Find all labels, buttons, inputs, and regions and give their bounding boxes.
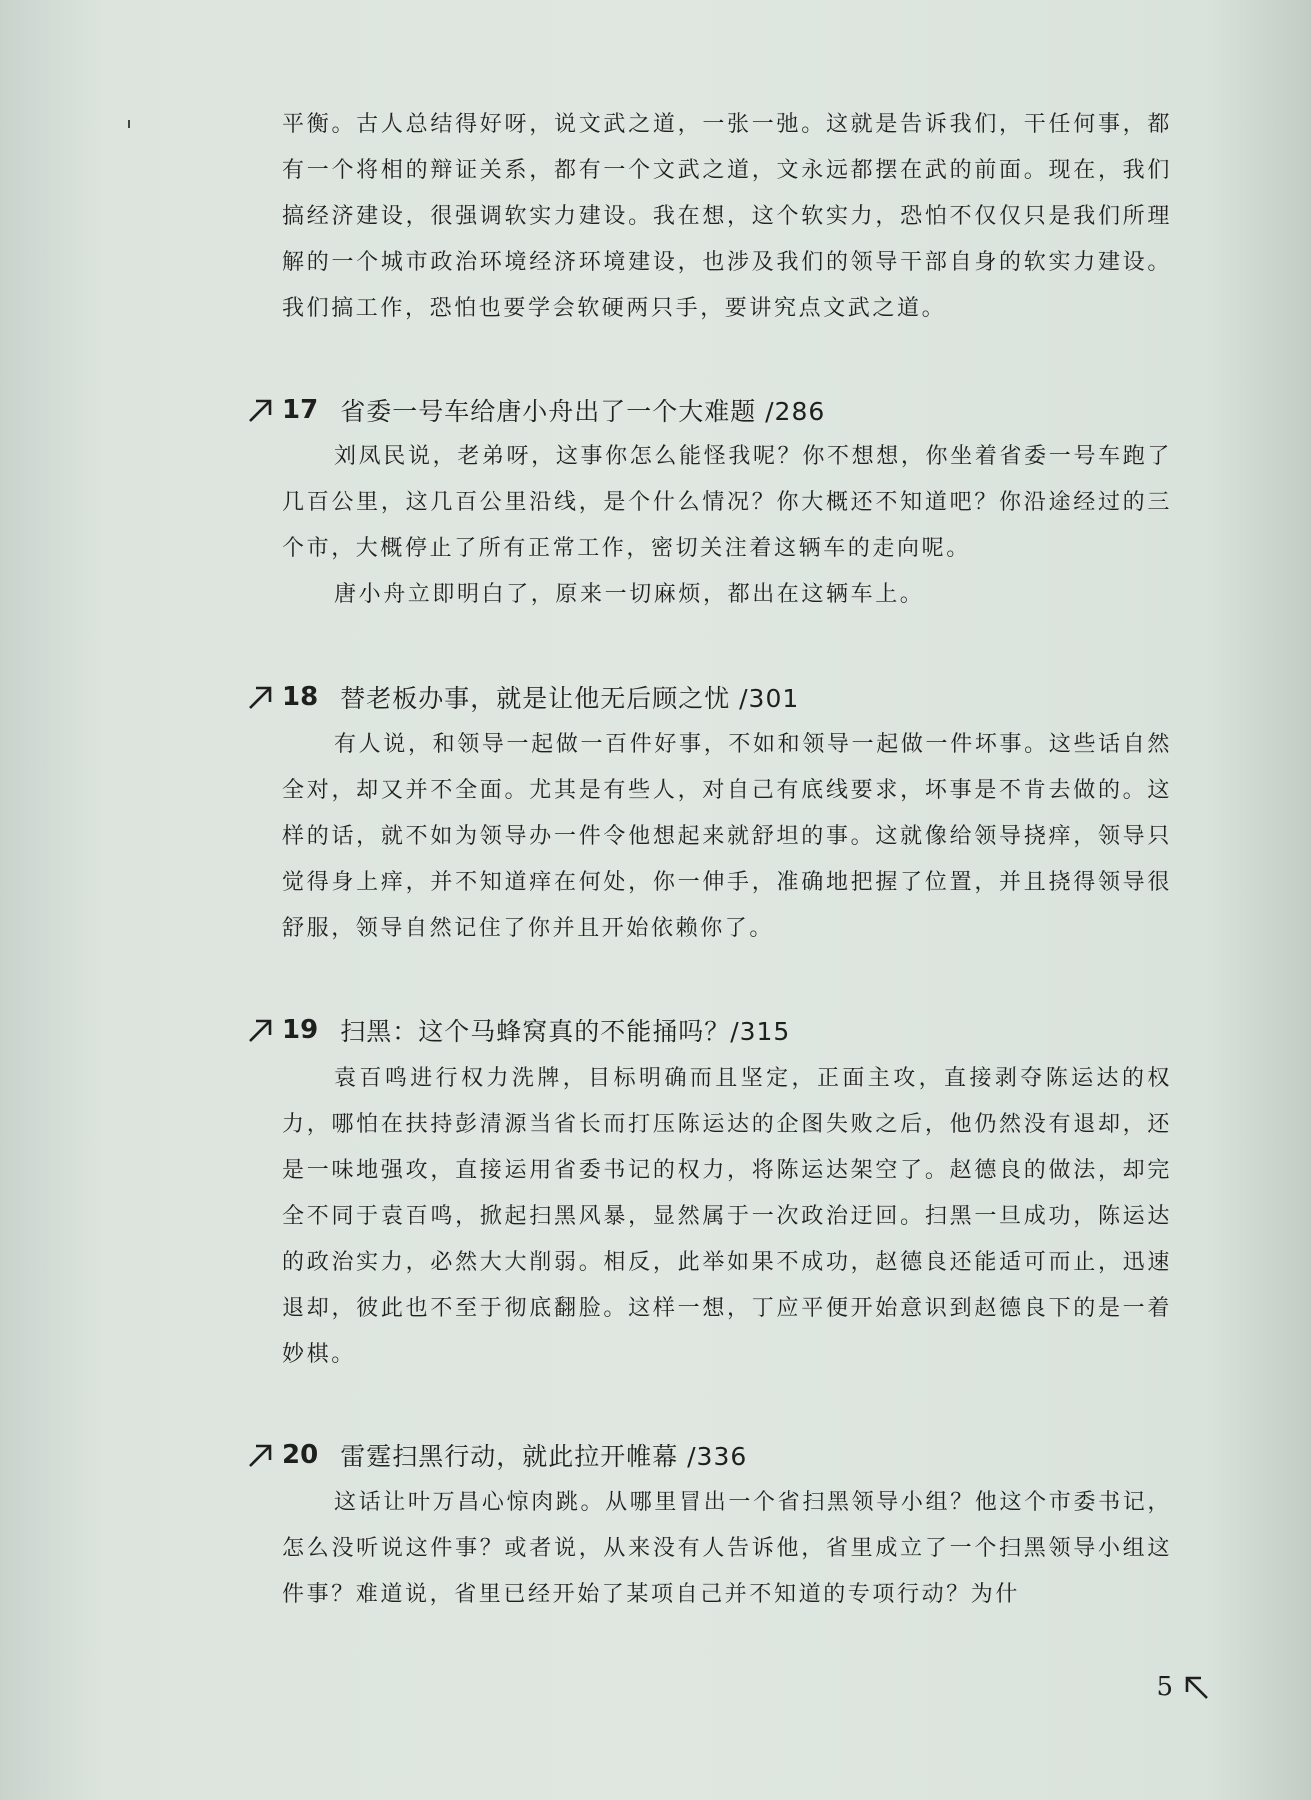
section-number: 18	[282, 682, 319, 712]
section-number: 19	[282, 1015, 319, 1045]
section-paragraph: 刘凤民说，老弟呀，这事你怎么能怪我呢？你不想想，你坐着省委一号车跑了几百公里，这几百公里沿线，是个什么情况？你大概还不知道吧？你沿途经过的三个市，大概停止了所有正常工作，密切关注着这辆车的走向呢。	[282, 444, 1172, 561]
section-heading-20	[246, 1435, 747, 1475]
section-body-20	[282, 1480, 1172, 1618]
section-heading-17	[246, 390, 825, 430]
section-paragraph: 这话让叶万昌心惊肉跳。从哪里冒出一个省扫黑领导小组？他这个市委书记，怎么没听说这件事？或者说，从来没有人告诉他，省里成立了一个扫黑领导小组这件事？难道说，省里已经开始了某项自己并不知道的专项行动？为什	[282, 1490, 1172, 1607]
section-body-17	[282, 434, 1172, 618]
section-paragraph: 袁百鸣进行权力洗牌，目标明确而且坚定，正面主攻，直接剥夺陈运达的权力，哪怕在扶持彭清源当省长而打压陈运达的企图失败之后，他仍然没有退却，还是一味地强攻，直接运用省委书记的权力，将陈运达架空了。赵德良的做法，却完全不同于袁百鸣，掀起扫黑风暴，显然属于一次政治迂回。扫黑一旦成功，陈运达的政治实力，必然大大削弱。相反，此举如果不成功，赵德良还能适可而止，迅速退却，彼此也不至于彻底翻脸。这样一想，丁应平便开始意识到赵德良下的是一着妙棋。	[282, 1066, 1172, 1367]
section-title: 省委一号车给唐小舟出了一个大难题 /286	[340, 397, 826, 426]
arrow-up-right-icon	[246, 1441, 274, 1469]
section-paragraph: 唐小舟立即明白了，原来一切麻烦，都出在这辆车上。	[334, 582, 925, 607]
section-body-19	[282, 1056, 1172, 1378]
intro-block	[282, 102, 1172, 332]
margin-mark	[128, 120, 130, 128]
arrow-up-left-icon	[1183, 1673, 1211, 1701]
section-paragraph: 有人说，和领导一起做一百件好事，不如和领导一起做一件坏事。这些话自然全对，却又并不全面。尤其是有些人，对自己有底线要求，坏事是不肯去做的。这样的话，就不如为领导办一件令他想起来就舒坦的事。这就像给领导挠痒，领导只觉得身上痒，并不知道痒在何处，你一伸手，准确地把握了位置，并且挠得领导很舒服，领导自然记住了你并且开始依赖你了。	[282, 732, 1172, 941]
arrow-up-right-icon	[246, 1016, 274, 1044]
section-heading-19	[246, 1010, 790, 1050]
page-footer	[1156, 1672, 1211, 1702]
section-title: 扫黑：这个马蜂窝真的不能捅吗？/315	[340, 1017, 791, 1046]
section-number: 20	[282, 1440, 319, 1470]
page-number: 5	[1156, 1672, 1173, 1702]
intro-paragraph: 平衡。古人总结得好呀，说文武之道，一张一弛。这就是告诉我们，干任何事，都有一个将相的辩证关系，都有一个文武之道，文永远都摆在武的前面。现在，我们搞经济建设，很强调软实力建设。我在想，这个软实力，恐怕不仅仅只是我们所理解的一个城市政治环境经济环境建设，也涉及我们的领导干部自身的软实力建设。我们搞工作，恐怕也要学会软硬两只手，要讲究点文武之道。	[282, 112, 1172, 321]
section-title: 替老板办事，就是让他无后顾之忧 /301	[340, 684, 800, 713]
arrow-up-right-icon	[246, 396, 274, 424]
arrow-up-right-icon	[246, 683, 274, 711]
section-number: 17	[282, 395, 319, 425]
section-heading-18	[246, 677, 799, 717]
section-body-18	[282, 722, 1172, 952]
section-title: 雷霆扫黑行动，就此拉开帷幕 /336	[340, 1442, 748, 1471]
